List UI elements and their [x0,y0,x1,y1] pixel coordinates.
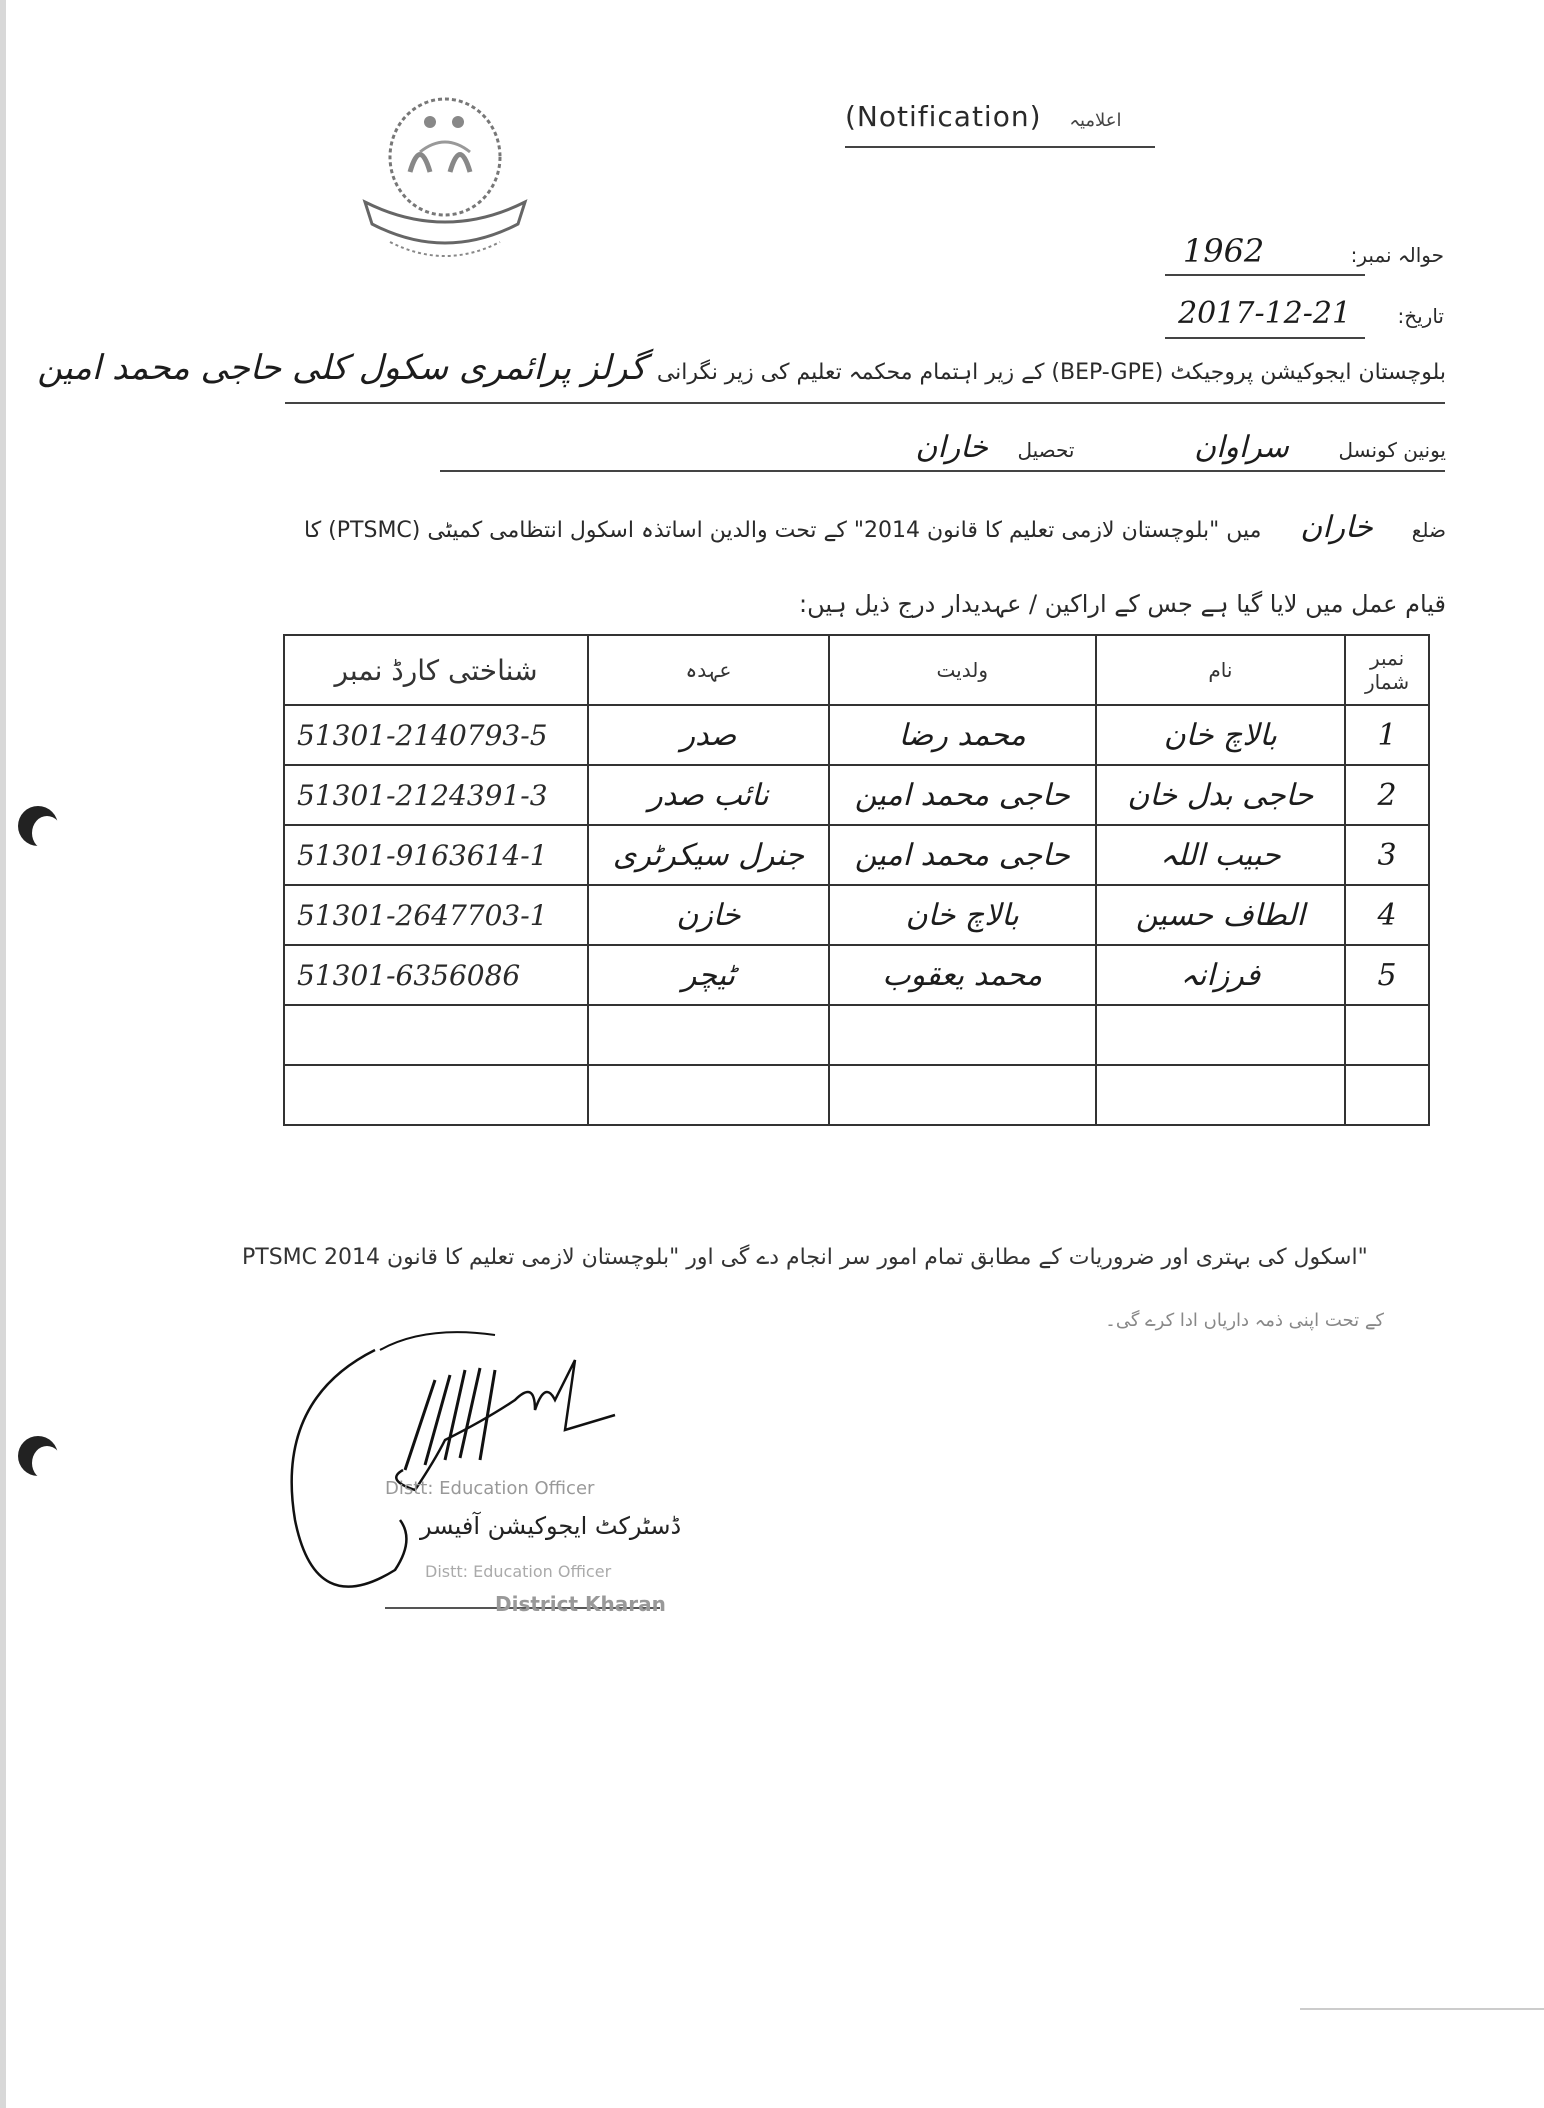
cell-father: حاجی محمد امین [829,825,1096,885]
cell-name [1096,1005,1345,1065]
cell-serial: 4 [1345,885,1429,945]
cell-father: محمد یعقوب [829,945,1096,1005]
cell-cnic: 51301-2140793-5 [284,705,588,765]
header-name: نام [1096,635,1345,705]
district-value: خاران [1300,510,1373,545]
punch-hole-icon [18,806,58,846]
cell-serial: 1 [1345,705,1429,765]
table-row [284,1005,1429,1065]
notification-title-en: (Notification) [845,100,1042,133]
cell-cnic: 51301-9163614-1 [284,825,588,885]
header-cnic: شناختی کارڈ نمبر [284,635,588,705]
cell-name [1096,1065,1345,1125]
cell-father [829,1005,1096,1065]
cell-name: فرزانہ [1096,945,1345,1005]
cell-cnic: 51301-6356086 [284,945,588,1005]
header-father: ولدیت [829,635,1096,705]
footer-note-2: کے تحت اپنی ذمہ داریاں ادا کرے گی۔ [1105,1310,1384,1331]
header-serial: نمبر شمار [1345,635,1429,705]
body-line-3 [196,510,1446,545]
body-line-4 [746,590,1446,618]
tehsil-value: خاران [915,430,988,465]
cell-serial: 2 [1345,765,1429,825]
body-line-3-printed: میں "بلوچستان لازمی تعلیم کا قانون 2014" کے تحت والدین اساتذہ اسکول انتظامی کمیٹی (PTSMC) کا [304,518,1262,543]
cell-post: نائب صدر [588,765,829,825]
cell-cnic: 51301-2124391-3 [284,765,588,825]
stamp-line-4: District Kharan [495,1592,666,1616]
cell-serial [1345,1065,1429,1125]
header-post: عہدہ [588,635,829,705]
cell-cnic [284,1065,588,1125]
title-underline [845,146,1155,148]
table-row [284,765,1429,825]
cell-name: حبیب اللہ [1096,825,1345,885]
date-value: 21-12-2017 [1178,296,1352,331]
page-left-edge [0,0,6,2108]
committee-table [283,634,1430,1126]
cell-serial [1345,1005,1429,1065]
cell-name: الطاف حسین [1096,885,1345,945]
cell-name: حاجی بدل خان [1096,765,1345,825]
date-row [1124,296,1444,331]
body-line-1-underline [285,402,1445,404]
cell-post: جنرل سیکرٹری [588,825,829,885]
table-row [284,1065,1429,1125]
union-council-label: یونین کونسل [1338,438,1446,462]
cell-serial: 3 [1345,825,1429,885]
government-emblem-icon [350,92,540,272]
stamp-line-2: ڈسٹرکٹ ایجوکیشن آفیسر [420,1512,682,1540]
cell-father: بالاچ خان [829,885,1096,945]
cell-serial: 5 [1345,945,1429,1005]
table-row [284,825,1429,885]
table-row [284,885,1429,945]
school-name: گرلز پرائمری سکول کلی حاجی محمد امین [37,348,647,388]
reference-row [1124,232,1444,270]
cell-father: محمد رضا [829,705,1096,765]
body-line-2 [446,430,1446,465]
stamp-line-1: Distt: Education Officer [385,1478,595,1499]
cell-name: بالاچ خان [1096,705,1345,765]
date-underline [1165,337,1365,339]
reference-underline [1165,274,1365,276]
cell-cnic [284,1005,588,1065]
body-line-2-underline [440,470,1445,472]
cell-cnic: 51301-2647703-1 [284,885,588,945]
table-row [284,945,1429,1005]
reference-value: 1962 [1182,232,1265,270]
date-label: تاریخ: [1397,304,1444,328]
body-line-4-printed: قیام عمل میں لایا گیا ہے جس کے اراکین / عہدیدار درج ذیل ہیں: [799,590,1446,618]
cell-post [588,1005,829,1065]
table-row [284,705,1429,765]
notification-title-ur: اعلامیہ [1069,110,1122,131]
stamp-line-3: Distt: Education Officer [425,1562,612,1581]
cell-father [829,1065,1096,1125]
officer-signature-icon [285,1320,665,1630]
footer-note-1: PTSMC اسکول کی بہتری اور ضروریات کے مطابق تمام امور سر انجام دے گی اور "بلوچستان لازمی تعلیم کا قانون 2014" [242,1245,1368,1270]
cell-post: صدر [588,705,829,765]
cell-post: ٹیچر [588,945,829,1005]
reference-label: حوالہ نمبر: [1350,243,1444,267]
table-header-row [284,635,1429,705]
body-line-1 [37,348,1446,388]
punch-hole-icon [18,1436,58,1476]
cell-post [588,1065,829,1125]
tehsil-label: تحصیل [1017,438,1075,462]
page-bottom-rule [1300,2008,1544,2010]
body-line-1-printed: بلوچستان ایجوکیشن پروجیکٹ (BEP-GPE) کے زیر اہتمام محکمہ تعلیم کی زیر نگرانی [656,360,1446,385]
district-label: ضلع [1411,518,1446,542]
union-council-value: سراوان [1194,430,1289,465]
cell-post: خازن [588,885,829,945]
cell-father: حاجی محمد امین [829,765,1096,825]
notification-title [845,100,1155,133]
